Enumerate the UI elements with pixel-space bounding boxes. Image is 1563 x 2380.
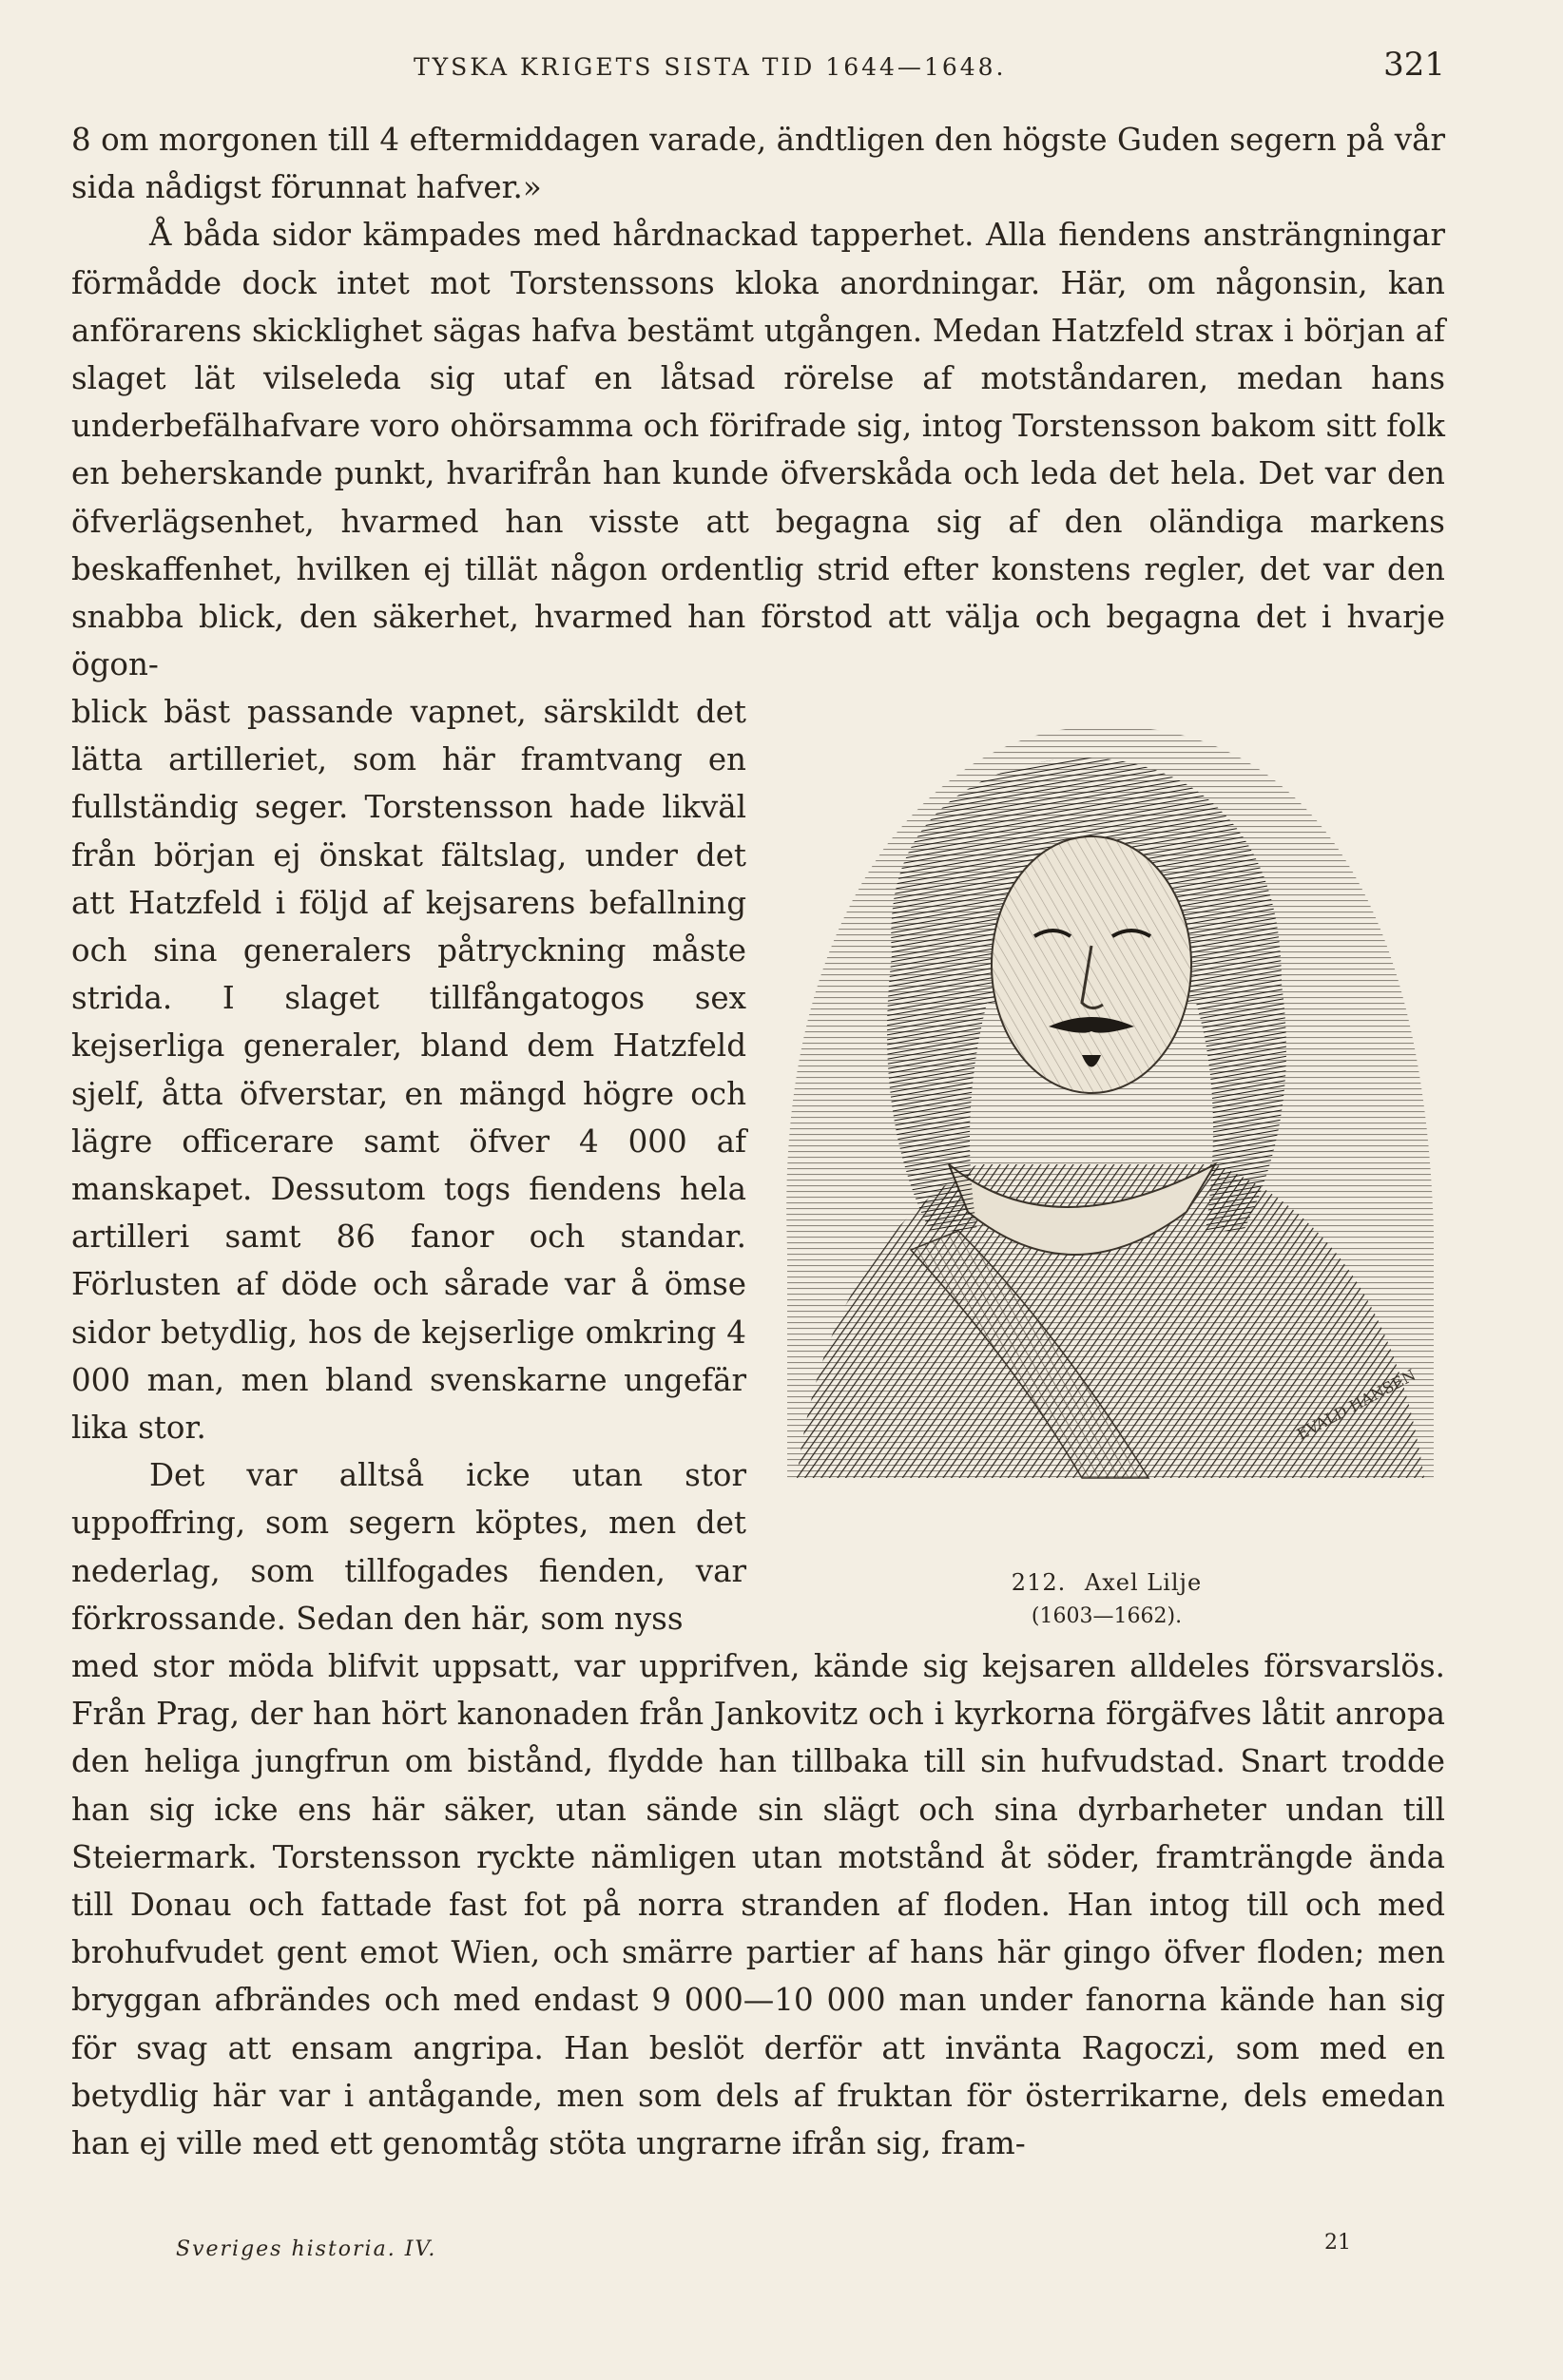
body-text-beside-figure [71, 688, 746, 1642]
paragraph: blick bäst passande vapnet, särskildt det lätta artilleriet, som här framtvang en fullständig seger. Torstensson hade likväl från början ej önskat fältslag, under det att Hatzfeld i följd af kejsarens befallning och sina generalers påtryckning måste strida. I slaget tillfångatogos sex kejserliga generaler, bland dem Hatzfeld sjelf, åtta öfverstar, en mängd högre och lägre officerare samt öfver 4 000 af manskapet. Dessutom togs fiendens hela artilleri samt 86 fanor och standar. Förlusten af döde och sårade var å ömse sidor betydlig, hos de kejserlige omkring 4 000 man, men bland svenskarne ungefär lika stor. [71, 694, 746, 1447]
paragraph: Å båda sidor kämpades med hårdnackad tapperhet. Alla fiendens ansträngningar förmådde dock intet mot Torstenssons kloka anordningar. Här, om någonsin, kan anförarens skicklighet sägas hafva bestämt utgången. Medan Hatzfeld strax i början af slaget lät vilseleda sig utaf en låtsad rörelse af motståndaren, medan hans underbefälhafvare voro ohörsamma och förifrade sig, intog Torstensson bakom sitt folk en beherskande punkt, hvarifrån han kunde öfverskåda och leda det hela. Det var den öfverlägsenhet, hvarmed han visste att begagna sig af den oländiga markens beskaffenhet, hvilken ej tillät någon ordentlig strid efter konstens regler, det var den snabba blick, den säkerhet, hvarmed han förstod att välja och begagna det i hvarje ögon- [71, 217, 1445, 683]
page-number: 321 [1383, 46, 1445, 84]
figure-number: 212. [1011, 1569, 1067, 1596]
figure-caption [768, 1565, 1445, 1634]
footer-source: Sveriges historia. IV. [176, 2237, 437, 2261]
footer-sheet-number: 21 [1324, 2231, 1351, 2255]
portrait-engraving [768, 718, 1445, 1554]
paragraph: 8 om morgonen till 4 eftermiddagen varade, ändtligen den högste Guden segern på vår sida nådigst förunnat hafver.» [71, 122, 1445, 206]
figure-portrait [768, 718, 1445, 1630]
engraver-signature: EVALD HANSEN [1293, 1365, 1419, 1444]
figure-dates: (1603—1662). [1031, 1604, 1183, 1628]
paragraph: Det var alltså icke utan stor uppoffring, som segern köptes, men det nederlag, som tillfogades fienden, var förkrossande. Sedan den här, som nyss [71, 1457, 746, 1637]
body-text-bottom [71, 1642, 1445, 2167]
body-text-top [71, 116, 1445, 688]
paragraph: med stor möda blifvit uppsatt, var upprifven, kände sig kejsaren alldeles försvarslös. Från Prag, der han hört kanonaden från Jankovitz och i kyrkorna förgäfves låtit anropa den heliga jungfrun om bistånd, flydde han tillbaka till sin hufvudstad. Snart trodde han sig icke ens här säker, utan sände sin slägt och sina dyrbarheter undan till Steiermark. Torstensson ryckte nämligen utan motstånd åt söder, framträngde ända till Donau och fattade fast fot på norra stranden af floden. Han intog till och med brohufvudet gent emot Wien, och smärre partier af hans här gingo öfver floden; men bryggan afbrändes och med endast 9 000—10 000 man under fanorna kände han sig för svag att ensam angripa. Han beslöt derför att invänta Ragoczi, som med en betydlig här var i antågande, men som dels af fruktan för österrikarne, dels emedan han ej ville med ett genomtåg stöta ungrarne ifrån sig, fram- [71, 1648, 1445, 2162]
page-header [71, 46, 1445, 93]
running-head: TYSKA KRIGETS SISTA TID 1644—1648. [414, 53, 1007, 81]
figure-name: Axel Lilje [1084, 1569, 1203, 1596]
